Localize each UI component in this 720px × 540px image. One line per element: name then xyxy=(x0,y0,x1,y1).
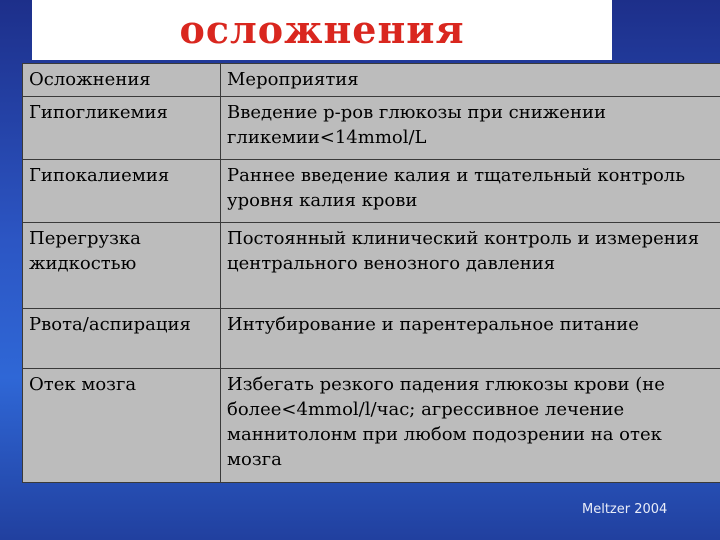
measure-cell: Введение р-ров глюкозы при снижении гликемии<14mmol/L xyxy=(221,96,720,159)
complication-cell: Гипокалиемия xyxy=(23,160,221,223)
table-row xyxy=(23,368,720,482)
measure-cell: Постоянный клинический контроль и измерения центрального венозного давления xyxy=(221,223,720,309)
measure-cell: Избегать резкого падения глюкозы крови (не более<4mmol/l/час; агрессивное лечение маннитолонм при любом подозрении на отек мозга xyxy=(221,368,720,482)
table-row xyxy=(23,96,720,159)
header-complications: Осложнения xyxy=(23,64,221,97)
complication-cell: Гипогликемия xyxy=(23,96,221,159)
header-measures: Мероприятия xyxy=(221,64,720,97)
complications-table xyxy=(22,63,720,483)
complication-cell: Перегрузка жидкостью xyxy=(23,223,221,309)
table-row xyxy=(23,223,720,309)
measure-cell: Раннее введение калия и тщательный контроль уровня калия крови xyxy=(221,160,720,223)
measure-cell: Интубирование и парентеральное питание xyxy=(221,309,720,368)
slide-title: осложнения xyxy=(179,7,465,52)
table-header-row xyxy=(23,64,720,97)
table-row xyxy=(23,160,720,223)
complication-cell: Отек мозга xyxy=(23,368,221,482)
title-box xyxy=(32,0,612,60)
table-row xyxy=(23,309,720,368)
complication-cell: Рвота/аспирация xyxy=(23,309,221,368)
source-citation: Meltzer 2004 xyxy=(582,502,668,517)
